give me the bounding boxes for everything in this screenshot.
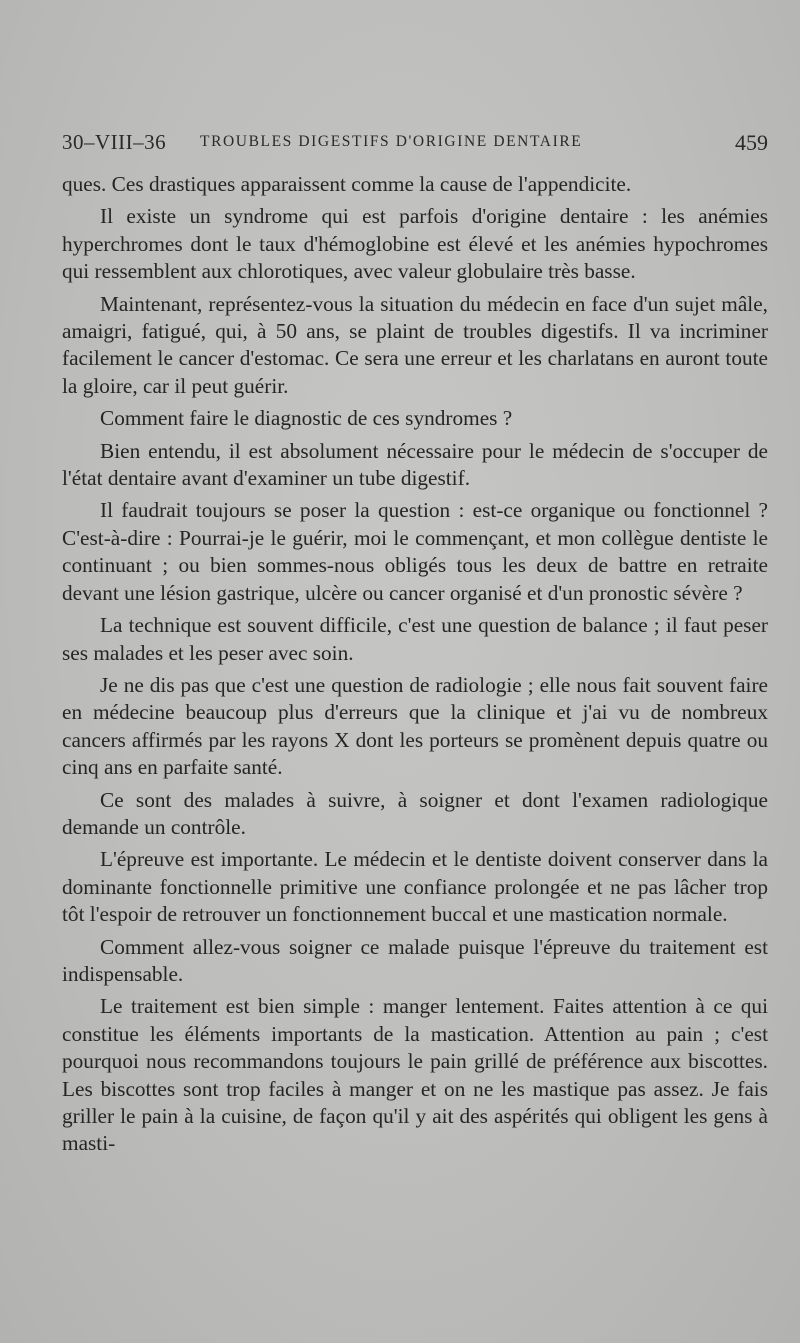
body-text [62,171,768,1163]
paragraph: L'épreuve est importante. Le médecin et le dentiste doivent conserver dans la dominante fonctionnelle primitive une confiance prolongée et ne pas lâcher trop tôt l'espoir de retrouver un fonctionnement buccal et une mastication normale. [62,847,768,927]
paragraph: ques. Ces drastiques apparaissent comme la cause de l'appendicite. [62,172,632,196]
page-number: 459 [735,130,768,155]
paragraph: Il faudrait toujours se poser la question : est-ce organique ou fonctionnel ? C'est-à-dire : Pourrai-je le guérir, moi le commençant, et mon collègue dentiste le continuant ; ou bien sommes-nous obligés tous les deux de battre en retraite devant une lésion gastrique, ulcère ou cancer organisé et d'un pronostic sévère ? [62,498,768,605]
paragraph: La technique est souvent difficile, c'est une question de balance ; il faut peser ses malades et les peser avec soin. [62,613,768,665]
paragraph: Il existe un syndrome qui est parfois d'origine dentaire : les anémies hyperchromes dont le taux d'hémoglobine est élevé et les anémies hypochromes qui ressemblent aux chlorotiques, avec valeur globulaire très basse. [62,204,768,284]
paragraph: Bien entendu, il est absolument nécessaire pour le médecin de s'occuper de l'état dentaire avant d'examiner un tube digestif. [62,438,768,491]
paragraph: Maintenant, représentez-vous la situation du médecin en face d'un sujet mâle, amaigri, fatigué, qui, à 50 ans, se plaint de troubles digestifs. Il va incriminer facilement le cancer d'estomac. Ce sera une erreur et les charlatans en auront toute la gloire, car il peut guérir. [62,291,768,398]
header-title: TROUBLES DIGESTIFS D'ORIGINE DENTAIRE [200,133,583,150]
paragraph: Comment allez-vous soigner ce malade puisque l'épreuve du traitement est indispensable. [62,934,768,986]
paragraph: Le traitement est bien simple : manger lentement. Faites attention à ce qui constitue les éléments importants de la mastication. Attention au pain ; c'est pourquoi nous recommandons toujours le pain grillé de préférence aux biscottes. Les biscottes sont trop faciles à manger et on ne les mastique pas assez. Je fais griller le pain à la cuisine, de façon qu'il y ait des aspérités qui obligent les gens à masti- [62,994,768,1156]
paragraph: Ce sont des malades à suivre, à soigner et dont l'examen radiologique demande un contrôle. [62,787,768,839]
paragraph: Je ne dis pas que c'est une question de radiologie ; elle nous fait souvent faire en médecine beaucoup plus d'erreurs que la clinique et j'ai vu de nombreux cancers affirmés par les rayons X dont les porteurs se promènent depuis quatre ou cinq ans en parfaite santé. [62,672,768,780]
paragraph: Comment faire le diagnostic de ces syndromes ? [100,406,513,431]
header-date: 30–VIII–36 [62,130,167,154]
running-header [62,130,768,160]
